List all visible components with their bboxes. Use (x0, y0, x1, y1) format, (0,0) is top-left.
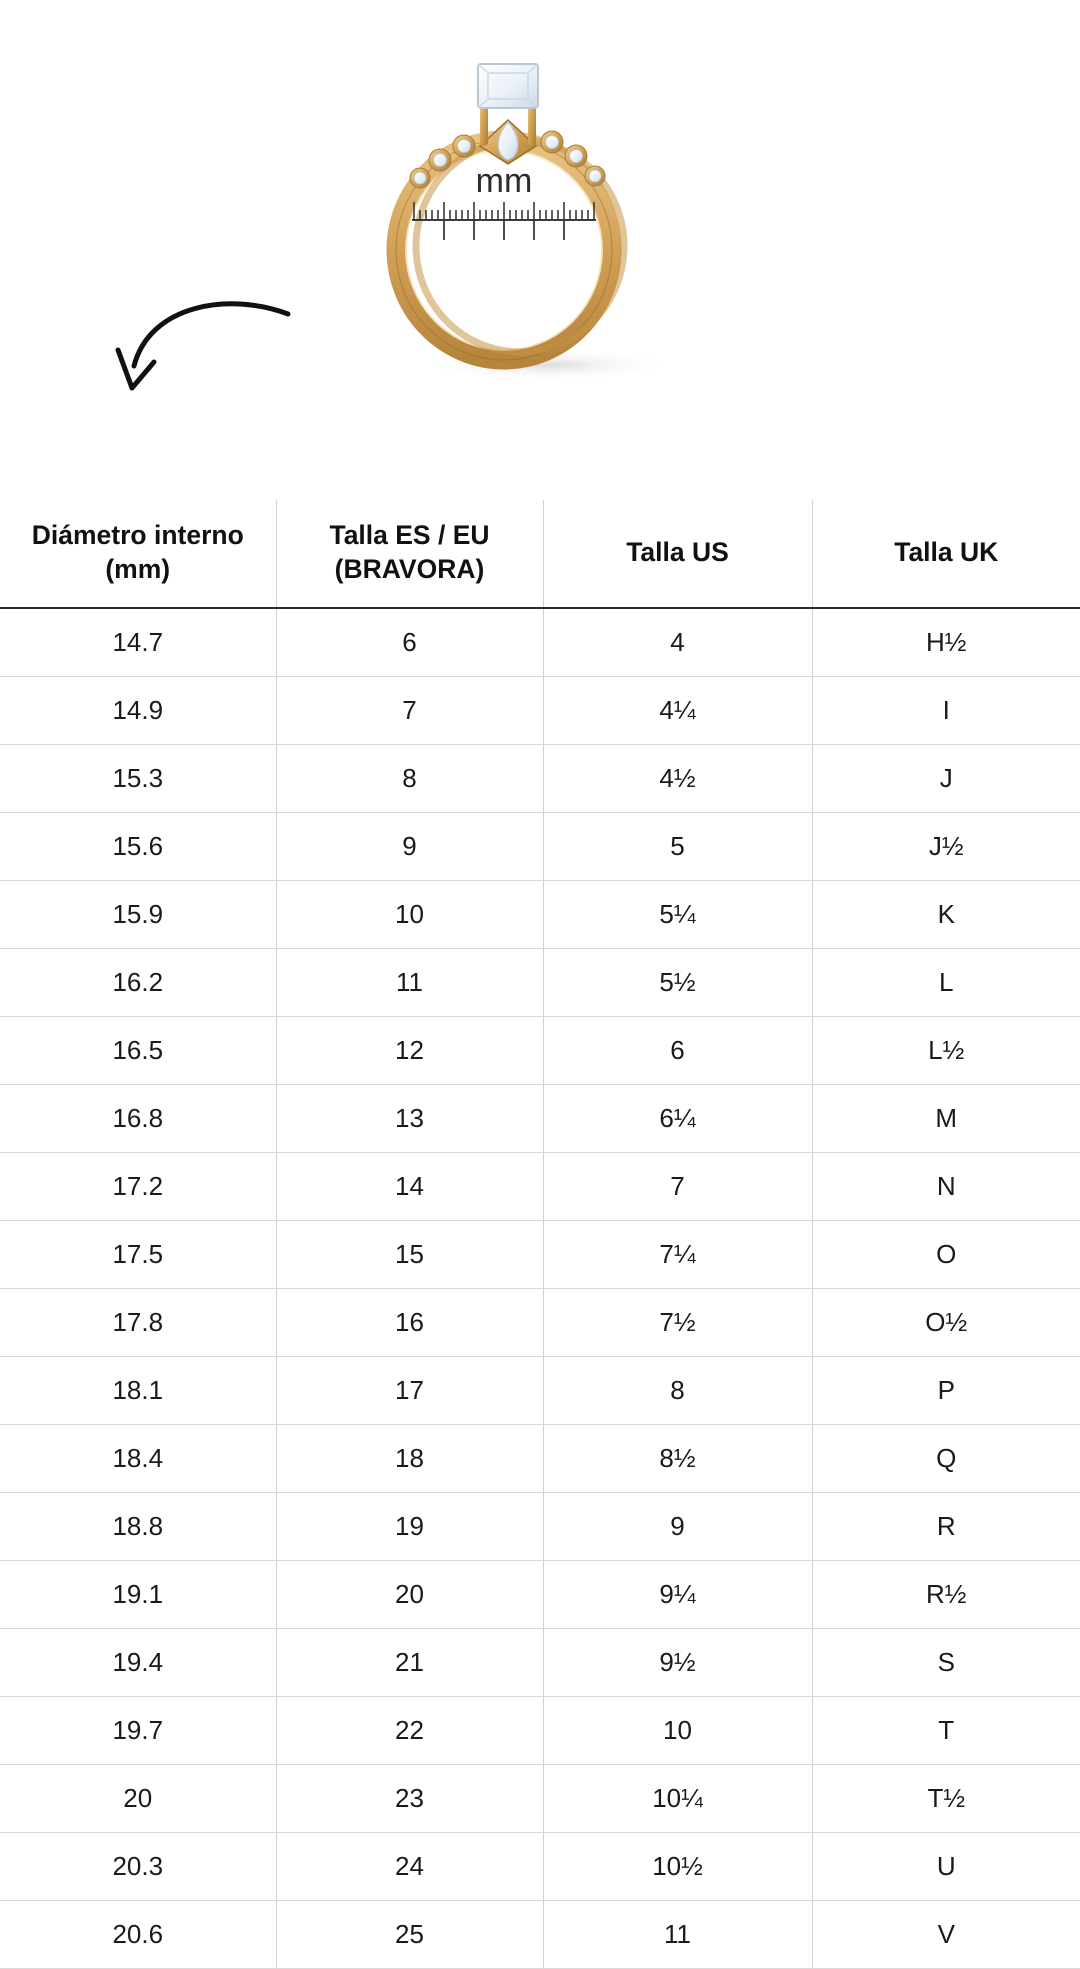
table-row (0, 1560, 1080, 1628)
column-header-size-es-eu: Talla ES / EU (BRAVORA) (276, 500, 543, 608)
column-header-size-us: Talla US (543, 500, 812, 608)
table-row (0, 1016, 1080, 1084)
cell-size-uk: K (812, 880, 1080, 948)
table-row (0, 1220, 1080, 1288)
curved-arrow-pointing-to-ring (110, 290, 320, 430)
table-row (0, 1288, 1080, 1356)
cell-size-uk: Q (812, 1424, 1080, 1492)
cell-size-es-eu: 14 (276, 1152, 543, 1220)
cell-inner-diameter: 20.3 (0, 1832, 276, 1900)
cell-inner-diameter: 18.4 (0, 1424, 276, 1492)
cell-size-es-eu: 19 (276, 1492, 543, 1560)
cell-size-es-eu: 20 (276, 1560, 543, 1628)
cell-size-es-eu: 23 (276, 1764, 543, 1832)
cell-size-us: 6¼ (543, 1084, 812, 1152)
cell-size-us: 4 (543, 608, 812, 677)
cell-size-uk: J½ (812, 812, 1080, 880)
cell-size-us: 9 (543, 1492, 812, 1560)
cell-size-uk: T½ (812, 1764, 1080, 1832)
cell-size-uk: R½ (812, 1560, 1080, 1628)
mm-label: mm (475, 162, 533, 200)
cell-size-es-eu: 24 (276, 1832, 543, 1900)
cell-size-uk: R (812, 1492, 1080, 1560)
cell-size-es-eu: 21 (276, 1628, 543, 1696)
cell-size-uk: J (812, 744, 1080, 812)
cell-size-us: 5 (543, 812, 812, 880)
cell-size-uk: S (812, 1628, 1080, 1696)
cell-size-us: 7¼ (543, 1220, 812, 1288)
cell-size-uk: L (812, 948, 1080, 1016)
cell-inner-diameter: 17.8 (0, 1288, 276, 1356)
cell-size-es-eu: 7 (276, 676, 543, 744)
cell-size-es-eu: 8 (276, 744, 543, 812)
cell-size-uk: M (812, 1084, 1080, 1152)
cell-size-es-eu: 16 (276, 1288, 543, 1356)
cell-size-es-eu: 15 (276, 1220, 543, 1288)
cell-inner-diameter: 19.1 (0, 1560, 276, 1628)
table-row (0, 1900, 1080, 1968)
cell-size-uk: P (812, 1356, 1080, 1424)
cell-inner-diameter: 19.7 (0, 1696, 276, 1764)
cell-size-us: 8 (543, 1356, 812, 1424)
table-header-row (0, 500, 1080, 608)
cell-inner-diameter: 16.2 (0, 948, 276, 1016)
cell-size-es-eu: 12 (276, 1016, 543, 1084)
cell-size-uk: V (812, 1900, 1080, 1968)
cell-size-us: 6 (543, 1016, 812, 1084)
cell-size-us: 4¼ (543, 676, 812, 744)
table-row (0, 1696, 1080, 1764)
table-row (0, 744, 1080, 812)
cell-size-us: 8½ (543, 1424, 812, 1492)
ring-size-table-container (0, 500, 1080, 1969)
cell-inner-diameter: 15.6 (0, 812, 276, 880)
table-row (0, 948, 1080, 1016)
cell-size-es-eu: 22 (276, 1696, 543, 1764)
table-row (0, 1628, 1080, 1696)
table-row (0, 880, 1080, 948)
table-row (0, 1832, 1080, 1900)
table-row (0, 676, 1080, 744)
cell-inner-diameter: 15.9 (0, 880, 276, 948)
cell-size-es-eu: 10 (276, 880, 543, 948)
cell-size-uk: N (812, 1152, 1080, 1220)
cell-size-us: 11 (543, 1900, 812, 1968)
cell-size-us: 9¼ (543, 1560, 812, 1628)
cell-size-es-eu: 18 (276, 1424, 543, 1492)
ring-size-table (0, 500, 1080, 1969)
cell-size-us: 10½ (543, 1832, 812, 1900)
cell-size-us: 5¼ (543, 880, 812, 948)
table-body (0, 608, 1080, 1969)
table-row (0, 608, 1080, 677)
cell-size-uk: I (812, 676, 1080, 744)
column-header-size-uk: Talla UK (812, 500, 1080, 608)
engagement-ring-with-ruler-illustration (374, 60, 674, 460)
cell-size-es-eu: 25 (276, 1900, 543, 1968)
cell-inner-diameter: 16.5 (0, 1016, 276, 1084)
cell-size-us: 10 (543, 1696, 812, 1764)
table-row (0, 812, 1080, 880)
cell-inner-diameter: 19.4 (0, 1628, 276, 1696)
column-header-inner-diameter: Diámetro interno (mm) (0, 500, 276, 608)
cell-size-es-eu: 9 (276, 812, 543, 880)
table-row (0, 1084, 1080, 1152)
table-row (0, 1424, 1080, 1492)
cell-inner-diameter: 20 (0, 1764, 276, 1832)
cell-inner-diameter: 17.2 (0, 1152, 276, 1220)
cell-size-uk: O (812, 1220, 1080, 1288)
table-row (0, 1764, 1080, 1832)
cell-size-us: 4½ (543, 744, 812, 812)
table-row (0, 1152, 1080, 1220)
cell-inner-diameter: 14.9 (0, 676, 276, 744)
table-row (0, 1356, 1080, 1424)
cell-size-us: 5½ (543, 948, 812, 1016)
cell-size-us: 7½ (543, 1288, 812, 1356)
table-row (0, 1492, 1080, 1560)
cell-inner-diameter: 16.8 (0, 1084, 276, 1152)
cell-size-es-eu: 11 (276, 948, 543, 1016)
cell-size-us: 10¼ (543, 1764, 812, 1832)
cell-inner-diameter: 20.6 (0, 1900, 276, 1968)
cell-size-us: 9½ (543, 1628, 812, 1696)
cell-inner-diameter: 18.1 (0, 1356, 276, 1424)
cell-size-uk: U (812, 1832, 1080, 1900)
cell-size-uk: T (812, 1696, 1080, 1764)
cell-size-us: 7 (543, 1152, 812, 1220)
cell-size-uk: O½ (812, 1288, 1080, 1356)
cell-size-uk: H½ (812, 608, 1080, 677)
hero-illustration (0, 0, 1080, 500)
cell-inner-diameter: 14.7 (0, 608, 276, 677)
cell-inner-diameter: 15.3 (0, 744, 276, 812)
cell-size-uk: L½ (812, 1016, 1080, 1084)
cell-inner-diameter: 18.8 (0, 1492, 276, 1560)
cell-size-es-eu: 6 (276, 608, 543, 677)
cell-size-es-eu: 17 (276, 1356, 543, 1424)
cell-inner-diameter: 17.5 (0, 1220, 276, 1288)
cell-size-es-eu: 13 (276, 1084, 543, 1152)
